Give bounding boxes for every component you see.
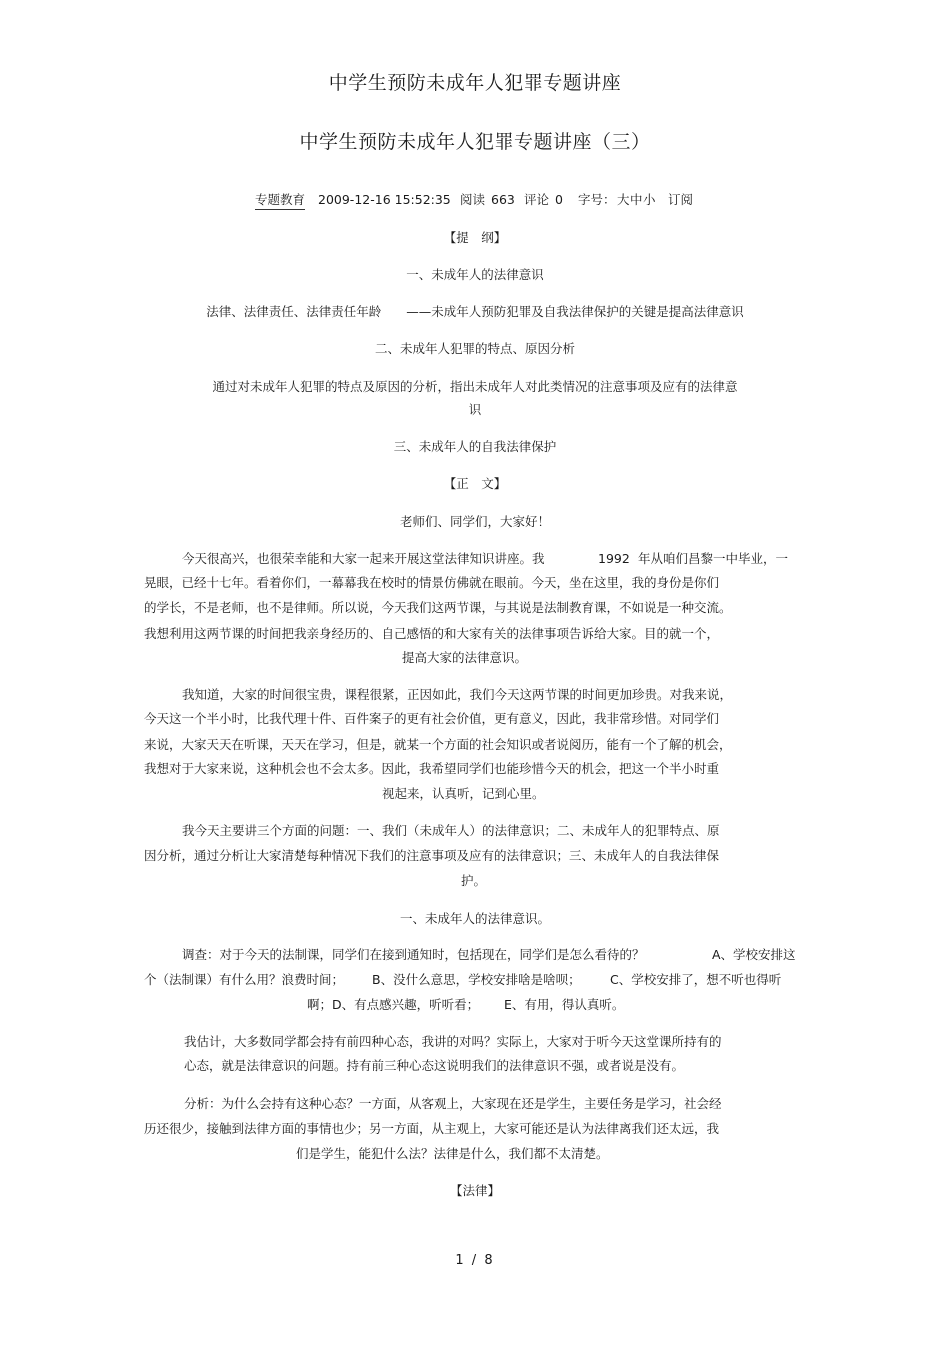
paragraph-line: 的学长，不是老师，也不是律师。所以说，今天我们这两节课，与其说是法制教育课，不如说是一种交流。 — [144, 600, 732, 615]
font-small-link[interactable]: 小 — [643, 192, 656, 207]
comments-label: 评论 — [524, 192, 550, 207]
survey-option-d: 啊；D、有点感兴趣，听听看； — [307, 997, 480, 1012]
paragraph-line: 个（法制课）有什么用？浪费时间； — [144, 972, 345, 987]
paragraph-line: 提高大家的法律意识。 — [402, 650, 528, 665]
paragraph-line: 分析：为什么会持有这种心态？一方面，从客观上，大家现在还是学生，主要任务是学习，社会经 — [184, 1096, 722, 1111]
font-medium-link[interactable]: 中 — [630, 192, 643, 207]
page-separator: / — [471, 1253, 479, 1268]
paragraph-line: 今天这一个半小时，比我代理十件、百件案子的更有社会价值，更有意义，因此，我非常珍惜。对同学们 — [144, 711, 720, 726]
total-pages: 8 — [484, 1253, 495, 1268]
font-size-label: 字号： — [578, 192, 616, 207]
paragraph-line: 我想利用这两节课的时间把我亲身经历的、自己感悟的和大家有关的法律事项告诉给大家。目的就一个， — [144, 626, 720, 641]
paragraph-line: 我想对于大家来说，这种机会也不会太多。因此，我希望同学们也能珍惜今天的机会，把这一个半小时重 — [144, 761, 720, 776]
law-heading: 【法律】 — [449, 1183, 500, 1198]
document-title: 中学生预防未成年人犯罪专题讲座 — [328, 72, 622, 94]
outline-item-2: 二、未成年人犯罪的特点、原因分析 — [374, 341, 575, 356]
outline-item-2-desc-end: 识 — [468, 402, 482, 417]
publish-datetime: 2009-12-16 15:52:35 — [318, 192, 451, 207]
comments-count: 0 — [555, 192, 563, 207]
paragraph-line: 今天很高兴，也很荣幸能和大家一起来开展这堂法律知识讲座。我 — [182, 551, 545, 566]
outline-item-1-desc: 法律、法律责任、法律责任年龄 ——未成年人预防犯罪及自我法律保护的关键是提高法律意识 — [206, 304, 744, 319]
paragraph-line: 因分析，通过分析让大家清楚每种情况下我们的注意事项及应有的法律意识；三、未成年人的自我法律保 — [144, 848, 720, 863]
paragraph-line: 我知道，大家的时间很宝贵，课程很紧，正因如此，我们今天这两节课的时间更加珍贵。对我来说， — [182, 687, 733, 702]
paragraph-line: 年从咱们昌黎一中毕业，一 — [638, 551, 789, 566]
current-page: 1 — [455, 1253, 466, 1268]
paragraph-line: 心态，就是法律意识的问题。持有前三种心态这说明我们的法律意识不强，或者说是没有。 — [184, 1058, 685, 1073]
survey-option-e: E、有用，得认真听。 — [504, 997, 625, 1012]
paragraph-line: 1992 — [598, 551, 630, 566]
paragraph-line: 来说，大家天天在听课，天天在学习，但是，就某一个方面的社会知识或者说阅历，能有一个了解的机会， — [144, 737, 732, 752]
paragraph-line: 视起来，认真听，记到心里。 — [382, 786, 545, 801]
category-link[interactable]: 专题教育 — [255, 192, 305, 210]
outline-heading: 【提 纲】 — [443, 230, 507, 245]
article-title: 中学生预防未成年人犯罪专题讲座（三） — [299, 131, 651, 153]
paragraph-line: 调查：对于今天的法制课，同学们在接到通知时，包括现在，同学们是怎么看待的？ — [182, 947, 645, 962]
body-heading: 【正 文】 — [443, 476, 507, 491]
outline-item-2-desc: 通过对未成年人犯罪的特点及原因的分析，指出未成年人对此类情况的注意事项及应有的法律意 — [212, 379, 738, 394]
reads-label: 阅读 — [460, 192, 486, 207]
outline-item-3: 三、未成年人的自我法律保护 — [393, 439, 557, 454]
page-number — [0, 1253, 950, 1269]
section-1-heading: 一、未成年人的法律意识。 — [399, 911, 550, 926]
paragraph-line: 护。 — [461, 873, 487, 888]
reads-count: 663 — [491, 192, 515, 207]
paragraph-line: 历还很少，接触到法律方面的事情也少；另一方面，从主观上，大家可能还是认为法律离我们还太远，我 — [144, 1121, 720, 1136]
paragraph-line: 晃眼，已经十七年。看着你们，一幕幕我在校时的情景仿佛就在眼前。今天，坐在这里，我的身份是你们 — [144, 575, 720, 590]
paragraph-line: 们是学生，能犯什么法？法律是什么，我们都不太清楚。 — [296, 1146, 609, 1161]
survey-option-b: B、没什么意思，学校安排啥是啥呗； — [372, 972, 581, 987]
paragraph-line: 我估计，大多数同学都会持有前四种心态，我讲的对吗？实际上，大家对于听今天这堂课所持有的 — [184, 1034, 722, 1049]
greeting: 老师们、同学们，大家好！ — [399, 514, 550, 529]
font-large-link[interactable]: 大 — [617, 192, 630, 207]
outline-item-1: 一、未成年人的法律意识 — [406, 267, 544, 282]
survey-option-c: C、学校安排了，想不听也得听 — [610, 972, 782, 987]
paragraph-line: 我今天主要讲三个方面的问题：一、我们（未成年人）的法律意识；二、未成年人的犯罪特点、原 — [182, 823, 720, 838]
subscribe-link[interactable]: 订阅 — [668, 192, 694, 207]
survey-option-a: A、学校安排这 — [712, 947, 796, 962]
